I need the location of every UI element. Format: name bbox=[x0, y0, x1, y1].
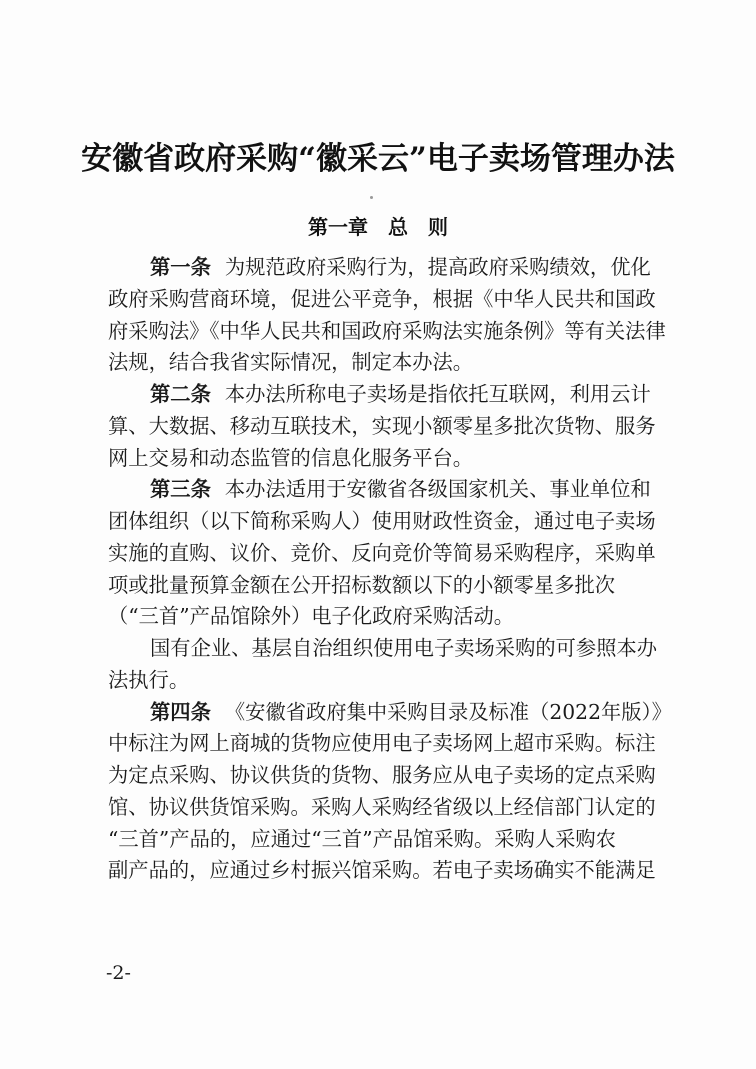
article-4-first-line bbox=[108, 697, 672, 729]
article-label: 第一条 bbox=[150, 255, 211, 279]
document-title: 安徽省政府采购“徽采云”电子卖场管理办法 bbox=[81, 141, 675, 177]
article-text: 本办法适用于安徽省各级国家机关、事业单位和 bbox=[224, 477, 651, 502]
body-line: 项或批量预算金额在公开招标数额以下的小额零星多批次 bbox=[108, 572, 616, 597]
body-line: 实施的直购、议价、竞价、反向竞价等简易采购程序，采购单 bbox=[108, 540, 656, 565]
body-line: 法执行。 bbox=[108, 667, 190, 692]
body-line: 馆、协议供货馆采购。采购人采购经省级以上经信部门认定的 bbox=[108, 794, 656, 819]
article-1-first-line bbox=[108, 252, 668, 284]
chapter-heading: 第一章 总 则 bbox=[308, 215, 448, 239]
body-line: 网上交易和动态监管的信息化服务平台。 bbox=[108, 445, 474, 470]
paragraph-first-line: 国有企业、基层自治组织使用电子卖场采购的可参照本办 bbox=[150, 636, 658, 660]
body-line: 团体组织（以下简称采购人）使用财政性资金，通过电子卖场 bbox=[108, 509, 656, 533]
article-3-first-line bbox=[108, 474, 668, 506]
body-line: 中标注为网上商城的货物应使用电子卖场网上超市采购。标注 bbox=[108, 731, 656, 756]
article-text: 为规范政府采购行为，提高政府采购绩效，优化 bbox=[224, 255, 651, 279]
article-text: 本办法所称电子卖场是指依托互联网，利用云计 bbox=[224, 382, 651, 406]
body-line: 政府采购营商环境，促进公平竞争，根据《中华人民共和国政 bbox=[108, 286, 656, 311]
body-line: 算、大数据、移动互联技术，实现小额零星多批次货物、服务 bbox=[108, 413, 656, 438]
body-line: 为定点采购、协议供货的货物、服务应从电子卖场的定点采购 bbox=[108, 763, 656, 787]
article-label: 第三条 bbox=[150, 477, 211, 502]
article-2-first-line bbox=[108, 379, 668, 411]
page-number: -2- bbox=[106, 962, 131, 984]
body-line: 法规，结合我省实际情况，制定本办法。 bbox=[108, 350, 474, 375]
body-line: 府采购法》《中华人民共和国政府采购法实施条例》等有关法律 bbox=[108, 318, 666, 343]
article-text: 《安徽省政府集中采购目录及标准（2022年版）》 bbox=[224, 699, 672, 724]
body-line: （“三首”产品馆除外）电子化政府采购活动。 bbox=[108, 604, 515, 629]
body-line: 副产品的，应通过乡村振兴馆采购。若电子卖场确实不能满足 bbox=[108, 858, 656, 883]
article-label: 第二条 bbox=[150, 382, 211, 406]
body-line: “三首”产品的，应通过“三首”产品馆采购。采购人采购农 bbox=[108, 826, 616, 851]
document-body bbox=[108, 252, 672, 887]
article-label: 第四条 bbox=[150, 699, 211, 724]
scan-speck bbox=[370, 196, 373, 199]
